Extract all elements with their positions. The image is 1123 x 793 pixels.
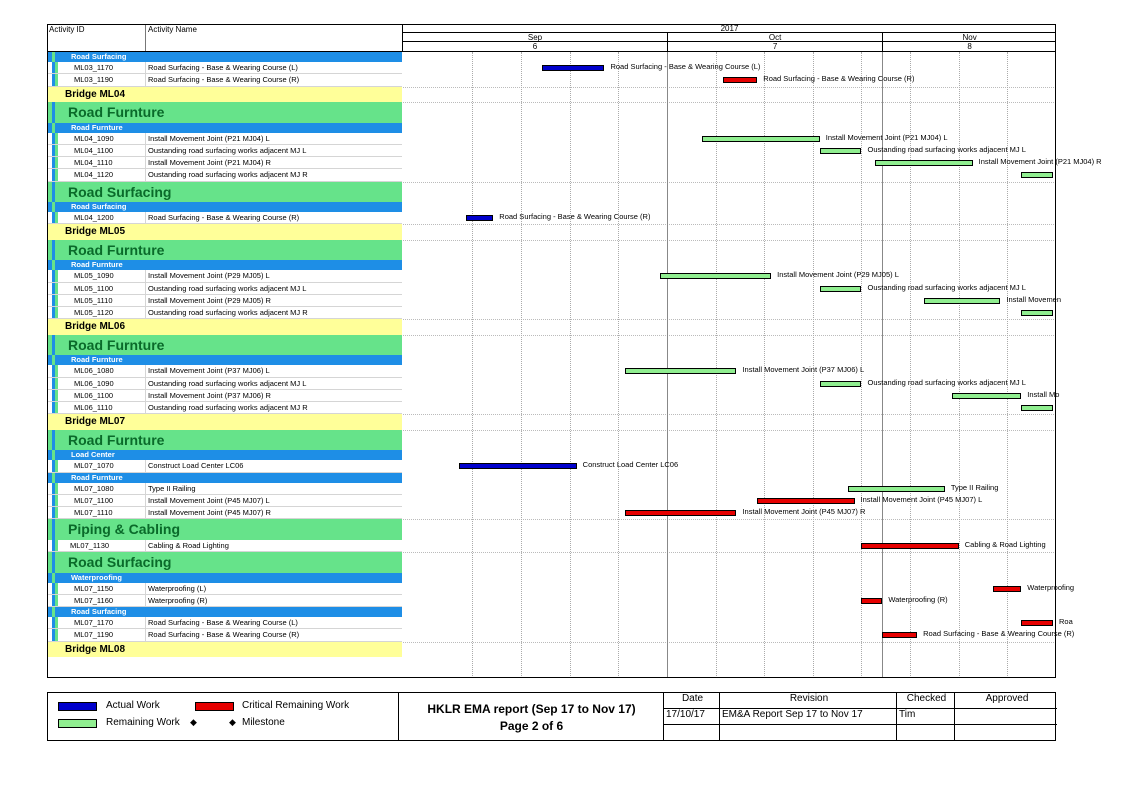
gantt-bar-label: Oustanding road surfacing works adjacent MJ L [867,144,1026,154]
subgroup-label: Road Furnture [71,355,123,365]
gantt-bar-label: Install Mo [1027,389,1060,399]
gantt-bar-label: Install Movement Joint (P21 MJ04) R [978,157,1102,167]
legend-diamond-icon: ◆ [190,717,197,727]
activity-id: ML03_1170 [74,63,114,72]
activity-id: ML05_1090 [74,271,114,281]
revision-checked-by: Tim [897,709,955,725]
bridge-label: Bridge ML06 [65,321,126,333]
activity-name: Install Movement Joint (P29 MJ05) R [148,295,271,305]
group-label: Road Surfacing [68,554,172,570]
activity-name: Oustanding road surfacing works adjacent MJ R [148,308,308,317]
gantt-bar-label: Road Surfacing - Base & Wearing Course (R) [923,629,1075,639]
timeline-month-oct: Oct [667,33,882,41]
bridge-label: Bridge ML07 [65,416,126,428]
activity-name: Road Surfacing - Base & Wearing Course (R) [148,213,300,222]
activity-id: ML04_1100 [74,145,114,155]
subgroup-label: Waterproofing [71,572,122,582]
legend-title-block [47,692,1056,741]
bridge-label: Bridge ML08 [65,643,126,655]
timeline-quarter-6: 6 [532,42,538,51]
activity-id: ML04_1110 [74,158,113,167]
timeline-year: 2017 [720,24,739,33]
activity-id: ML07_1190 [74,630,114,640]
bridge-label: Bridge ML05 [65,226,126,238]
gantt-bar-label: Install Movement Joint (P21 MJ04) L [825,132,948,142]
subgroup-label: Road Surfacing [71,607,127,616]
revision-header-checked: Checked [897,693,955,709]
column-header-activity-name[interactable]: Activity Name [148,25,197,34]
timeline-month-nov: Nov [882,33,1056,41]
activity-name: Road Surfacing - Base & Wearing Course (R) [148,630,300,640]
revision-approved-by [955,709,1057,725]
activity-name: Road Surfacing - Base & Wearing Course (L) [148,63,298,72]
gantt-bar-label: Type II Railing [950,482,999,492]
legend-swatch-critical [195,702,234,711]
gantt-bar-label: Oustanding road surfacing works adjacent MJ L [867,377,1026,387]
gantt-bar-label: Waterproofing [1027,582,1075,592]
activity-id: ML05_1110 [74,295,113,305]
activity-name: Waterproofing (R) [148,595,208,605]
gantt-bar-label: Cabling & Road Lighting [964,539,1046,549]
subgroup-label: Road Furnture [71,260,123,270]
legend-label-critical: Critical Remaining Work [242,700,350,711]
activity-id: ML04_1120 [74,170,114,180]
revision-description: EM&A Report Sep 17 to Nov 17 [720,709,897,725]
subgroup-label: Road Surfacing [71,202,127,211]
column-header-activity-id[interactable]: Activity ID [49,25,85,34]
gantt-bar-label: Road Surfacing - Base & Wearing Course (L) [610,62,761,72]
milestone-diamond-icon: ◆ [229,717,236,727]
activity-id: ML07_1170 [74,618,114,627]
gantt-bar-label: Install Movemen [1006,294,1062,304]
report-title-box [398,693,664,740]
legend-swatch-actual [58,702,97,711]
legend-label-remaining: Remaining Work [106,717,180,728]
activity-name: Install Movement Joint (P37 MJ06) R [148,390,271,400]
group-label: Road Furnture [68,431,165,448]
activity-id: ML07_1110 [74,508,113,517]
gantt-bar-label: Install Movement Joint (P37 MJ06) L [742,365,865,375]
activity-id: ML06_1100 [74,390,114,400]
gantt-bar-label: Road Surfacing - Base & Wearing Course (R) [763,74,915,84]
bridge-label: Bridge ML04 [65,88,126,100]
activity-name: Waterproofing (L) [148,583,207,593]
revision-empty-cell [955,725,1057,740]
activity-name: Install Movement Joint (P21 MJ04) R [148,158,271,167]
activity-id: ML06_1090 [74,378,114,388]
chart-frame [47,24,1056,678]
revision-table [663,693,1057,740]
activity-name: Type II Railing [148,483,196,493]
activity-id: ML03_1190 [74,75,114,85]
group-label: Road Furnture [68,336,165,353]
activity-name: Road Surfacing - Base & Wearing Course (L) [148,618,298,627]
revision-header-date: Date [664,693,720,709]
revision-header-approved: Approved [955,693,1057,709]
activity-id: ML06_1110 [74,403,113,412]
activity-id: ML07_1160 [74,595,114,605]
activity-id: ML04_1200 [74,213,114,222]
timeline-month-sep: Sep [527,33,543,42]
activity-name: Oustanding road surfacing works adjacent MJ L [148,283,307,293]
activity-id: ML05_1100 [74,283,114,293]
activity-id: ML07_1080 [74,483,114,493]
revision-empty-cell [897,725,955,740]
gantt-bar-label: Install Movement Joint (P45 MJ07) L [860,494,983,504]
gantt-bar-label: Install Movement Joint (P45 MJ07) R [742,507,866,517]
gantt-bar-label: Road Surfacing - Base & Wearing Course (R) [499,212,651,222]
timeline-quarter-8: 8 [882,42,1056,51]
subgroup-label: Road Furnture [71,472,123,482]
activity-name: Oustanding road surfacing works adjacent MJ R [148,170,308,180]
activity-id: ML05_1120 [74,308,114,317]
gantt-bar-label: Oustanding road surfacing works adjacent MJ L [867,282,1026,292]
group-label: Road Furnture [68,104,165,120]
activity-id: ML06_1080 [74,366,114,376]
legend-swatch-remaining [58,719,97,728]
activity-name: Install Movement Joint (P29 MJ05) L [148,271,270,281]
activity-name: Oustanding road surfacing works adjacent MJ L [148,378,307,388]
gantt-bar-label: Waterproofing (R) [888,594,948,604]
activity-name: Oustanding road surfacing works adjacent MJ L [148,145,307,155]
gantt-bar-label: Roa [1059,617,1073,627]
revision-header-revision: Revision [720,693,897,709]
group-label: Piping & Cabling [68,521,180,538]
activity-name: Install Movement Joint (P45 MJ07) L [148,495,270,505]
timeline-quarter-7: 7 [667,42,882,51]
revision-date: 17/10/17 [664,709,720,725]
legend-label-milestone: Milestone [242,717,285,728]
subgroup-label: Road Surfacing [71,52,127,61]
legend-label-actual: Actual Work [106,700,160,711]
subgroup-label: Road Furnture [71,122,123,132]
activity-name: Road Surfacing - Base & Wearing Course (R) [148,75,300,85]
activity-name: Cabling & Road Lighting [148,540,229,550]
activity-name: Construct Load Center LC06 [148,461,244,471]
page-number: Page 2 of 6 [499,719,564,733]
activity-id: ML04_1090 [74,133,114,143]
activity-name: Install Movement Joint (P45 MJ07) R [148,508,271,517]
activity-id: ML07_1100 [74,495,114,505]
revision-empty-cell [720,725,897,740]
activity-id: ML07_1070 [74,461,114,471]
activity-id: ML07_1150 [74,583,114,593]
activity-name: Oustanding road surfacing works adjacent MJ R [148,403,308,412]
activity-name: Install Movement Joint (P37 MJ06) L [148,366,270,376]
gantt-bar-label: Install Movement Joint (P29 MJ05) L [777,270,899,280]
revision-empty-cell [664,725,720,740]
activity-id: ML07_1130 [70,540,110,550]
report-title: HKLR EMA report (Sep 17 to Nov 17) [427,702,636,716]
subgroup-label: Load Center [71,450,115,460]
group-label: Road Surfacing [68,183,172,200]
activity-name: Install Movement Joint (P21 MJ04) L [148,133,270,143]
group-label: Road Furnture [68,241,165,258]
gantt-bar-label: Construct Load Center LC06 [582,460,679,470]
